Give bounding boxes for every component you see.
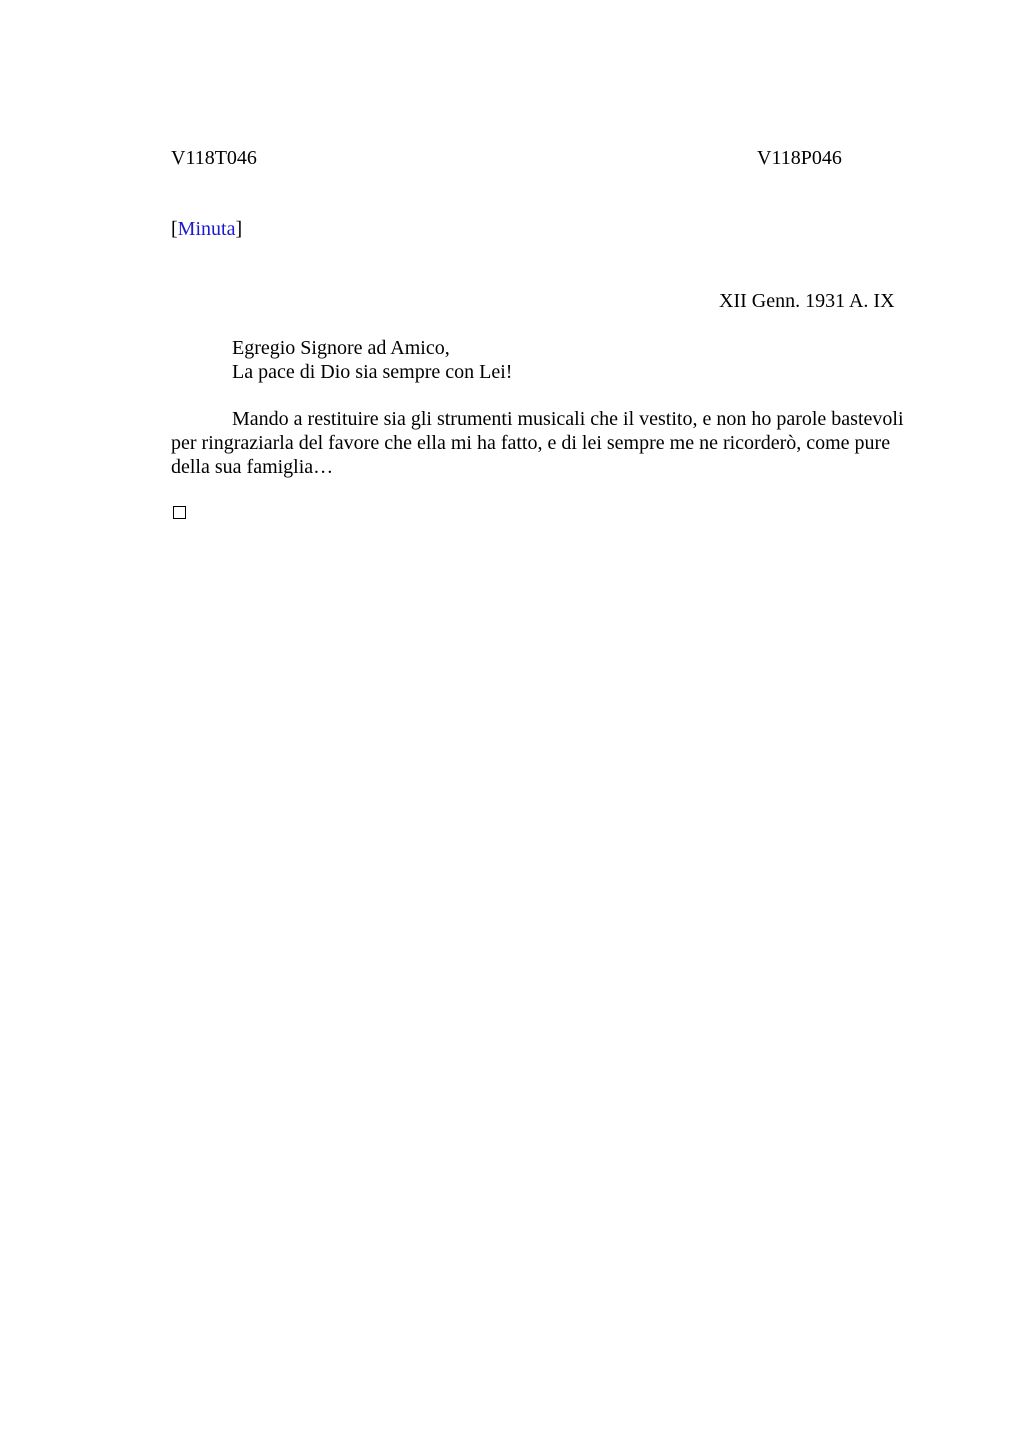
minuta-note [171,217,242,241]
letter-date: XII Genn. 1931 A. IX [719,290,895,312]
bracket-open: [ [171,218,178,240]
bracket-close: ] [235,218,243,240]
letter-blessing: La pace di Dio sia sempre con Lei! [232,361,513,383]
document-code-left: V118T046 [171,147,257,169]
empty-square-icon [173,506,186,519]
minuta-link[interactable]: Minuta [177,218,236,240]
document-code-right: V118P046 [757,147,842,169]
letter-body: Mando a restituire sia gli strumenti musicali che il vestito, e non ho parole bastevoli per ringraziarla del favore che ella mi ha fatto, e di lei sempre me ne ricorderò, come pure della sua famiglia… [171,408,904,478]
letter-salutation: Egregio Signore ad Amico, [232,337,450,359]
